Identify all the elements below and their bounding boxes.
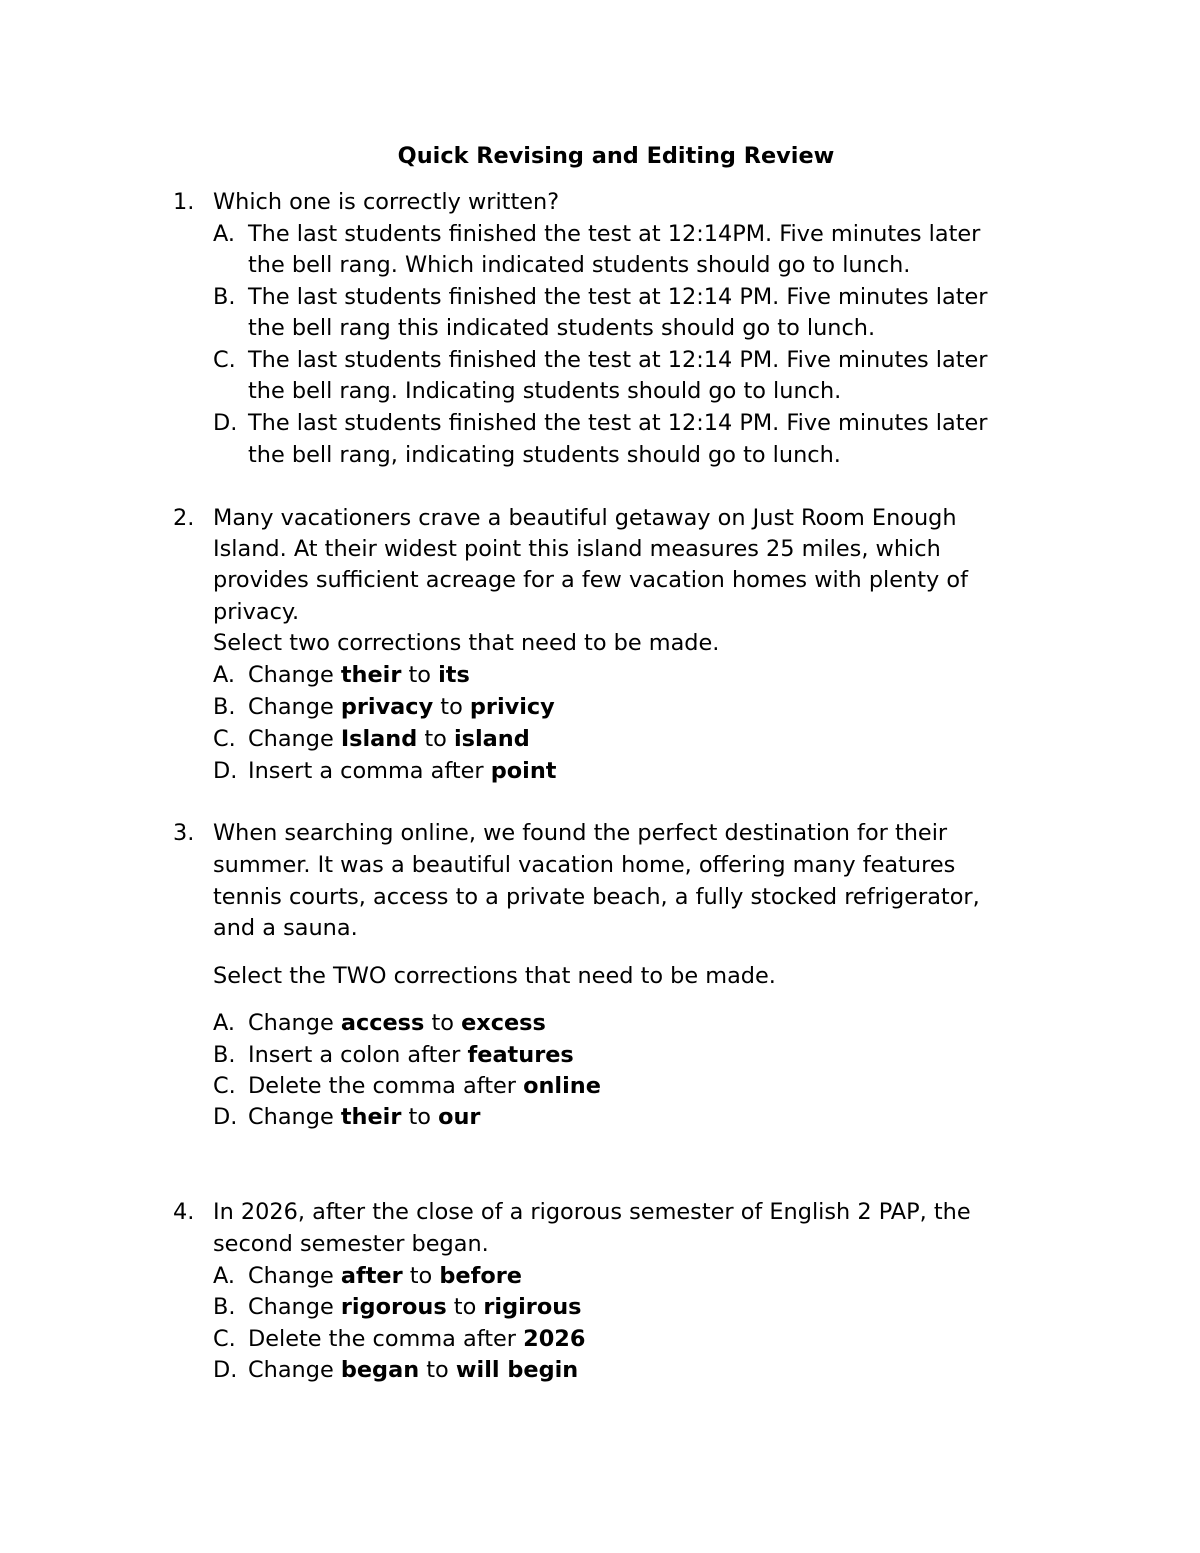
question-number: 4. — [173, 1199, 195, 1225]
option-letter: C. — [213, 726, 236, 752]
question-passage-line: provides sufficient acreage for a few vacation homes with plenty of — [213, 567, 968, 593]
option-letter: A. — [213, 1263, 236, 1289]
question-number: 3. — [173, 820, 195, 846]
option-letter: C. — [213, 347, 236, 373]
option-letter: D. — [213, 410, 238, 436]
question-passage-line: and a sauna. — [213, 915, 358, 941]
option-letter: C. — [213, 1326, 236, 1352]
option-text: the bell rang. Indicating students should go to lunch. — [248, 378, 842, 404]
option-text: the bell rang, indicating students should go to lunch. — [248, 442, 841, 468]
option-text: Change access to excess — [248, 1010, 546, 1036]
option-text: The last students finished the test at 12:14 PM. Five minutes later — [248, 347, 988, 373]
question-passage-line: In 2026, after the close of a rigorous semester of English 2 PAP, the — [213, 1199, 971, 1225]
question-passage-line: privacy. — [213, 599, 300, 625]
option-text: Change their to our — [248, 1104, 481, 1130]
option-text: the bell rang this indicated students should go to lunch. — [248, 315, 876, 341]
question-number: 1. — [173, 189, 195, 215]
option-letter: D. — [213, 1104, 238, 1130]
option-letter: B. — [213, 694, 236, 720]
question-passage-line: second semester began. — [213, 1231, 489, 1257]
option-text: Change began to will begin — [248, 1357, 579, 1383]
option-text: The last students finished the test at 12:14 PM. Five minutes later — [248, 284, 988, 310]
page-title: Quick Revising and Editing Review — [397, 143, 835, 169]
option-text: Change after to before — [248, 1263, 522, 1289]
question-passage-line: summer. It was a beautiful vacation home, offering many features — [213, 852, 956, 878]
option-letter: A. — [213, 221, 236, 247]
option-text: Change Island to island — [248, 726, 530, 752]
option-text: Delete the comma after online — [248, 1073, 601, 1099]
option-text: the bell rang. Which indicated students should go to lunch. — [248, 252, 911, 278]
option-letter: B. — [213, 1294, 236, 1320]
option-text: Insert a colon after features — [248, 1042, 574, 1068]
option-text: The last students finished the test at 12:14 PM. Five minutes later — [248, 410, 988, 436]
question-passage-line: Many vacationers crave a beautiful getaway on Just Room Enough — [213, 505, 957, 531]
option-letter: D. — [213, 758, 238, 784]
option-text: Change privacy to privicy — [248, 694, 555, 720]
option-text: The last students finished the test at 12:14PM. Five minutes later — [248, 221, 981, 247]
option-text: Change rigorous to rigirous — [248, 1294, 582, 1320]
question-instruction: Select the TWO corrections that need to be made. — [213, 963, 776, 989]
option-letter: C. — [213, 1073, 236, 1099]
option-letter: B. — [213, 1042, 236, 1068]
question-passage-line: Island. At their widest point this island measures 25 miles, which — [213, 536, 941, 562]
option-letter: B. — [213, 284, 236, 310]
option-text: Insert a comma after point — [248, 758, 557, 784]
option-letter: A. — [213, 662, 236, 688]
option-text: Delete the comma after 2026 — [248, 1326, 586, 1352]
question-prompt: Which one is correctly written? — [213, 189, 560, 215]
option-letter: D. — [213, 1357, 238, 1383]
question-passage-line: When searching online, we found the perfect destination for their — [213, 820, 948, 846]
option-text: Change their to its — [248, 662, 470, 688]
option-letter: A. — [213, 1010, 236, 1036]
question-passage-line: tennis courts, access to a private beach, a fully stocked refrigerator, — [213, 884, 980, 910]
question-instruction: Select two corrections that need to be made. — [213, 630, 720, 656]
question-number: 2. — [173, 505, 195, 531]
